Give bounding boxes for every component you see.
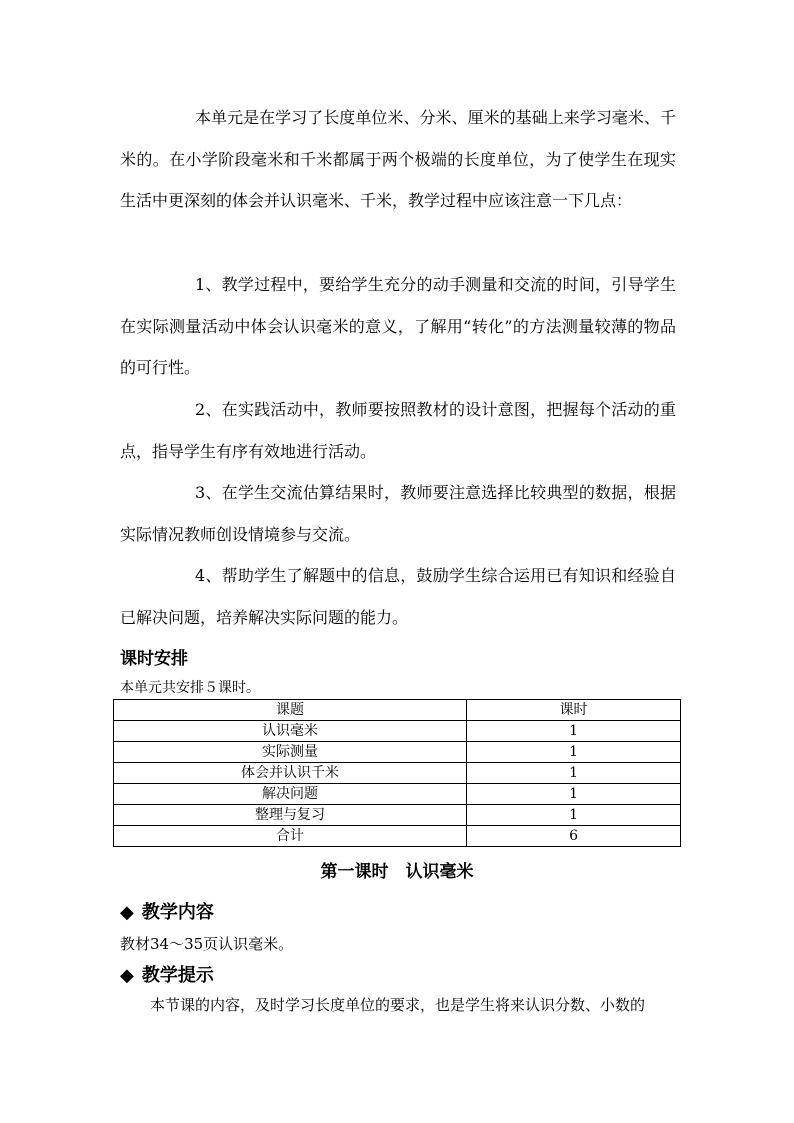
section-body-teaching-content: 教材34～35页认识毫米。 (120, 935, 294, 953)
table-row (114, 721, 681, 742)
periods-cell: 1 (467, 721, 681, 742)
table-row (114, 742, 681, 763)
schedule-intro: 本单元共安排５课时。 (120, 680, 260, 696)
section-heading-teaching-tips (120, 963, 214, 989)
table-total-row (114, 826, 681, 847)
point-1-paragraph: 1、教学过程中，要给学生充分的动手测量和交流的时间，引导学生在实际测量活动中体会认识毫米的意义，了解用“转化”的方法测量较薄的物品的可行性。 (120, 275, 676, 378)
periods-cell: 1 (467, 742, 681, 763)
table-row (114, 805, 681, 826)
diamond-bullet-icon: ◆ (120, 965, 134, 986)
periods-cell: 1 (467, 805, 681, 826)
topic-cell: 体会并认识千米 (114, 763, 467, 784)
point-4-paragraph: 4、帮助学生了解题中的信息，鼓励学生综合运用已有知识和经验自已解决问题，培养解决实际问题的能力。 (120, 566, 676, 627)
column-header-periods: 课时 (467, 700, 681, 721)
table-row (114, 763, 681, 784)
total-periods-cell: 6 (467, 826, 681, 847)
section-heading-label: 教学内容 (141, 902, 214, 923)
table-row (114, 784, 681, 805)
diamond-bullet-icon: ◆ (120, 902, 134, 923)
point-3-paragraph: 3、在学生交流估算结果时，教师要注意选择比较典型的数据，根据实际情况教师创设情境参与交流。 (120, 483, 676, 544)
section-heading-label: 教学提示 (141, 965, 214, 986)
periods-cell: 1 (467, 763, 681, 784)
section-body-teaching-tips: 本节课的内容，及时学习长度单位的要求，也是学生将来认识分数、小数的 (150, 996, 646, 1014)
periods-cell: 1 (467, 784, 681, 805)
section-heading-teaching-content (120, 900, 214, 926)
topic-cell: 认识毫米 (114, 721, 467, 742)
schedule-heading: 课时安排 (120, 649, 188, 669)
point-2-paragraph: 2、在实践活动中，教师要按照教材的设计意图，把握每个活动的重点，指导学生有序有效地进行活动。 (120, 400, 676, 461)
table-header-row (114, 700, 681, 721)
column-header-topic: 课题 (114, 700, 467, 721)
topic-cell: 整理与复习 (114, 805, 467, 826)
topic-cell: 解决问题 (114, 784, 467, 805)
lesson-title: 第一课时 认识毫米 (320, 862, 474, 882)
topic-cell: 实际测量 (114, 742, 467, 763)
schedule-table (113, 699, 681, 847)
intro-paragraph: 本单元是在学习了长度单位米、分米、厘米的基础上来学习毫米、千米的。在小学阶段毫米和千米都属于两个极端的长度单位，为了使学生在现实生活中更深刻的体会并认识毫米、千米，教学过程中应该注意一下几点： (120, 108, 676, 211)
total-label-cell: 合计 (114, 826, 467, 847)
